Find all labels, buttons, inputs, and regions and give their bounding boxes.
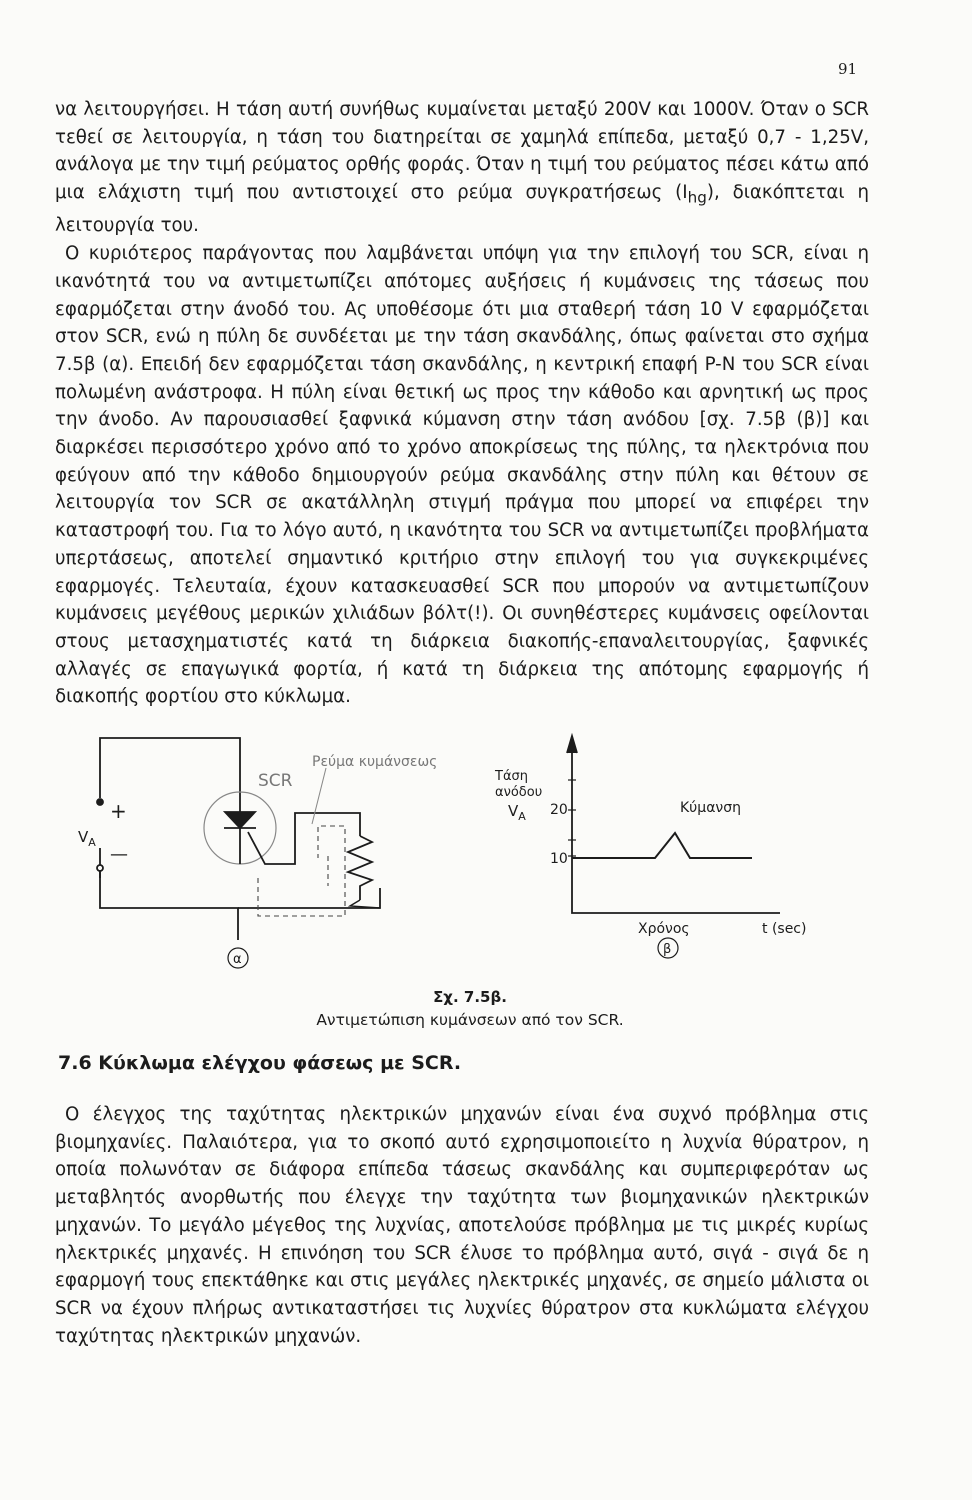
paragraph-text-part: ), διακόπτεται η λειτουργία του. (55, 182, 869, 237)
graph-va-main: V (508, 802, 519, 820)
va-label (78, 828, 96, 849)
scr-label: SCR (258, 771, 293, 791)
y-axis-arrow (567, 736, 577, 753)
surge-label: Κύμανση (680, 800, 741, 816)
section-heading: 7.6 Κύκλωμα ελέγχου φάσεως με SCR. (58, 1052, 462, 1074)
surge-current-label: Ρεύμα κυμάνσεως (312, 754, 438, 770)
paragraph-text-part: να λειτουργήσει. Η τάση αυτή συνήθως κυμαίνεται μεταξύ 200V και 1000V. Όταν ο SCR τεθεί σε λειτουργία, η τάση του διατηρείται σε χαμηλά επίπεδα, μεταξύ 0,7 - 1,25V, ανάλογα με την τιμή ρεύματος ορθής φοράς. Όταν η τιμή του ρεύματος πέσει κάτω από μια ελάχιστη τιμή που αντιστοιχεί στο ρεύμα συγκρατήσεως (I (55, 99, 869, 204)
holding-current-subscript: hg (687, 188, 707, 207)
figure-caption-text: Αντιμετώπιση κυμάνσεων από τον SCR. (316, 1011, 624, 1029)
figure-caption-number: Σχ. 7.5β. (433, 988, 507, 1006)
figure-labels (78, 754, 806, 967)
figure-7-5b (78, 728, 850, 982)
graph-va-sub: A (518, 810, 526, 823)
va-main: V (78, 828, 89, 846)
circuit-wire-right (238, 888, 380, 908)
tick-label-10: 10 (550, 851, 568, 867)
plus-label: + (110, 799, 127, 823)
tick-label-20: 20 (550, 802, 568, 818)
paragraph-text (55, 96, 869, 240)
surge-label-leader (312, 768, 326, 824)
anode-voltage-trace (572, 833, 752, 858)
load-resistor (348, 836, 372, 900)
y-axis-label-line-2: ανόδου (495, 785, 543, 800)
paragraph-phase-control (55, 1101, 869, 1350)
scr-diode-triangle (225, 812, 255, 828)
surge-current-path (258, 826, 345, 916)
time-axis-label: Χρόνος (638, 921, 690, 937)
va-sub: A (88, 836, 96, 849)
scr-gate-lead (248, 813, 360, 864)
circuit-wire-bottom (100, 870, 238, 940)
y-axis-label-line-1: Τάση (495, 769, 528, 784)
supply-terminal-plus (97, 799, 103, 805)
minus-label: — (110, 844, 128, 865)
graph-va-label (508, 802, 526, 823)
sub-label-a: α (233, 952, 242, 967)
paragraph-text: Ο έλεγχος της ταχύτητας ηλεκτρικών μηχανών είναι ένα συχνό πρόβλημα στις βιομηχανίες. Παλαιότερα, για το σκοπό αυτό εχρησιμοποιείτο η λυχνία θύρατρον, η οποία πολωνόταν σε διάφορα επίπεδα τάσεως σκανδάλης και συμπεριφερόταν ως μεταβλητός ανορθωτής που έλεγχε την ταχύτητα των βιομηχανικών ηλεκτρικών μηχανών. Το μεγάλο μέγεθος της λυχνίας, αποτελούσε πρόβλημα με τις μικρές κυρίως ηλεκτρικές μηχανές. Η επινόηση του SCR έλυσε το πρόβλημα αυτό, σιγά - σιγά δε η εφαρμογή τους επεκτάθηκε και στις μεγάλες ηλεκτρικές μηχανές, σε σημείο μάλιστα οι SCR να έχουν πλήρως αντικαταστήσει τις λυχνίες θύρατρον στα κυκλώματα ελέγχου ταχύτητας ηλεκτρικών μηχανών. (55, 1104, 869, 1347)
page-number: 91 (838, 60, 858, 78)
paragraph-surge-handling (55, 96, 869, 711)
figure-drawing (78, 728, 850, 978)
paragraph-text: Ο κυριότερος παράγοντας που λαμβάνεται υπόψη για την επιλογή του SCR, είναι η ικανότητά του να αντιμετωπίζει απότομες αυξήσεις ή κυμάνσεις της τάσεως που εφαρμόζεται στην άνοδό του. Ας υποθέσομε ότι μια σταθερή τάση 10 V εφαρμόζεται στον SCR, ενώ η πύλη δε συνδέεται με την τάση σκανδάλης, όπως φαίνεται στο σχήμα 7.5β (α). Επειδή δεν εφαρμόζεται τάση σκανδάλης, η κεντρική επαφή P-N του SCR είναι πολωμένη ανάστροφα. Η πύλη είναι θετική ως προς την κάθοδο και αρνητική ως προς την άνοδο. Αν παρουσιασθεί ξαφνικά κύμανση στην τάση ανόδου [σχ. 7.5β (β)] και διαρκέσει περισσότερο χρόνο από το χρόνο αποκρίσεως της πύλης, τα ηλεκτρόνια που φεύγουν από την κάθοδο δημιουργούν ρεύμα σκανδάλης στην πύλη και θέτουν σε λειτουργία τον SCR σε ακατάλληλη στιγμή πράγμα που μπορεί να επιφέρει την καταστροφή του. Για το λόγο αυτό, η ικανότητα του SCR να αντιμετωπίζει προβλήματα υπερτάσεως, αποτελεί σημαντικό κριτήριο στην επιλογή του για συγκεκριμένες εφαρμογές. Τελευταία, έχουν κατασκευασθεί SCR που μπορούν να αντιμετωπίζουν κυμάνσεις μεγέθους μερικών χιλιάδων βόλτ(!). Οι συνηθέστερες κυμάνσεις οφείλονται στους μετασχηματιστές κατά τη διάρκεια διακοπής-επαναλειτουργίας, ξαφνικές αλλαγές σε επαγωγικά φορτία, ή κατά τη διάρκεια της απότομης εφαρμογής ή διακοπής φορτίου στο κύκλωμα. (55, 243, 869, 708)
sub-label-b: β (663, 942, 672, 957)
graph-axes (572, 740, 780, 913)
t-sec-label: t (sec) (762, 921, 807, 937)
